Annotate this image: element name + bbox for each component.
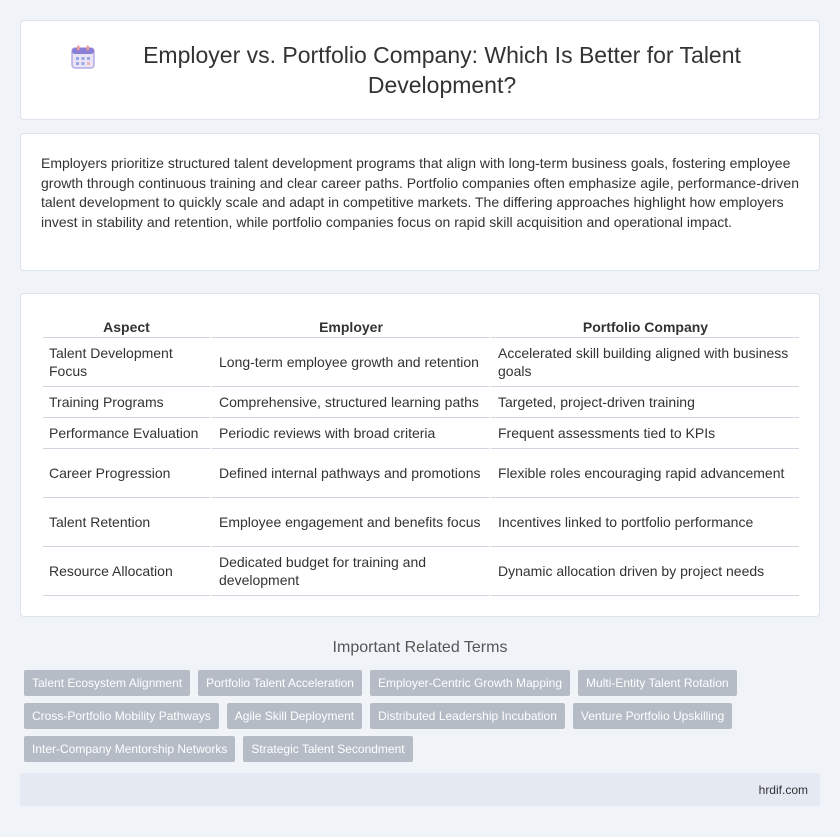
related-term-tag[interactable]: Inter-Company Mentorship Networks [24, 736, 235, 762]
intro-paragraph: Employers prioritize structured talent development programs that align with long-term business goals, fostering employee growth through continuous training and clear career paths. Portfolio companies often emphasize agile, performance-driven talent development to quickly scale and adapt in competitive markets. The differing approaches highlight how employers invest in stability and retention, while portfolio companies focus on rapid skill acquisition and operational impact. [41, 155, 799, 230]
table-row [43, 338, 799, 387]
cell-portfolio: Flexible roles encouraging rapid advancement [489, 449, 799, 498]
related-term-tag[interactable]: Talent Ecosystem Alignment [24, 670, 190, 696]
cell-portfolio: Targeted, project-driven training [489, 387, 799, 418]
cell-portfolio: Accelerated skill building aligned with business goals [489, 338, 799, 387]
related-term-tag[interactable]: Distributed Leadership Incubation [370, 703, 565, 729]
comparison-table [43, 314, 799, 596]
related-term-tag[interactable]: Cross-Portfolio Mobility Pathways [24, 703, 219, 729]
title-wrap [70, 40, 770, 100]
page-title: Employer vs. Portfolio Company: Which Is Better for Talent Development? [143, 42, 741, 98]
related-terms-heading: Important Related Terms [332, 639, 508, 656]
table-row [43, 449, 799, 498]
related-term-tag[interactable]: Strategic Talent Secondment [243, 736, 412, 762]
cell-portfolio: Incentives linked to portfolio performance [489, 498, 799, 547]
cell-portfolio: Dynamic allocation driven by project needs [489, 547, 799, 596]
cell-aspect: Training Programs [43, 387, 210, 418]
cell-employer: Periodic reviews with broad criteria [210, 418, 489, 449]
table-row [43, 547, 799, 596]
cell-aspect: Performance Evaluation [43, 418, 210, 449]
header-employer: Employer [210, 314, 489, 338]
cell-aspect: Resource Allocation [43, 547, 210, 596]
header-portfolio-company: Portfolio Company [489, 314, 799, 338]
title-card [20, 20, 820, 120]
cell-portfolio: Frequent assessments tied to KPIs [489, 418, 799, 449]
comparison-table-card [20, 293, 820, 617]
intro-card [20, 133, 820, 271]
cell-aspect: Career Progression [43, 449, 210, 498]
related-term-tag[interactable]: Employer-Centric Growth Mapping [370, 670, 570, 696]
related-term-tag[interactable]: Portfolio Talent Acceleration [198, 670, 362, 696]
footer [20, 773, 820, 806]
related-term-tag[interactable]: Multi-Entity Talent Rotation [578, 670, 737, 696]
table-row [43, 418, 799, 449]
header-aspect: Aspect [43, 314, 210, 338]
cell-employer: Employee engagement and benefits focus [210, 498, 489, 547]
related-terms-list [24, 670, 820, 762]
cell-employer: Comprehensive, structured learning paths [210, 387, 489, 418]
cell-employer: Dedicated budget for training and development [210, 547, 489, 596]
table-row [43, 498, 799, 547]
calendar-icon [70, 44, 96, 70]
table-header-row [43, 314, 799, 338]
cell-aspect: Talent Retention [43, 498, 210, 547]
footer-site-link[interactable]: hrdif.com [758, 782, 808, 797]
cell-employer: Long-term employee growth and retention [210, 338, 489, 387]
related-term-tag[interactable]: Agile Skill Deployment [227, 703, 362, 729]
table-row [43, 387, 799, 418]
cell-employer: Defined internal pathways and promotions [210, 449, 489, 498]
related-term-tag[interactable]: Venture Portfolio Upskilling [573, 703, 732, 729]
cell-aspect: Talent Development Focus [43, 338, 210, 387]
